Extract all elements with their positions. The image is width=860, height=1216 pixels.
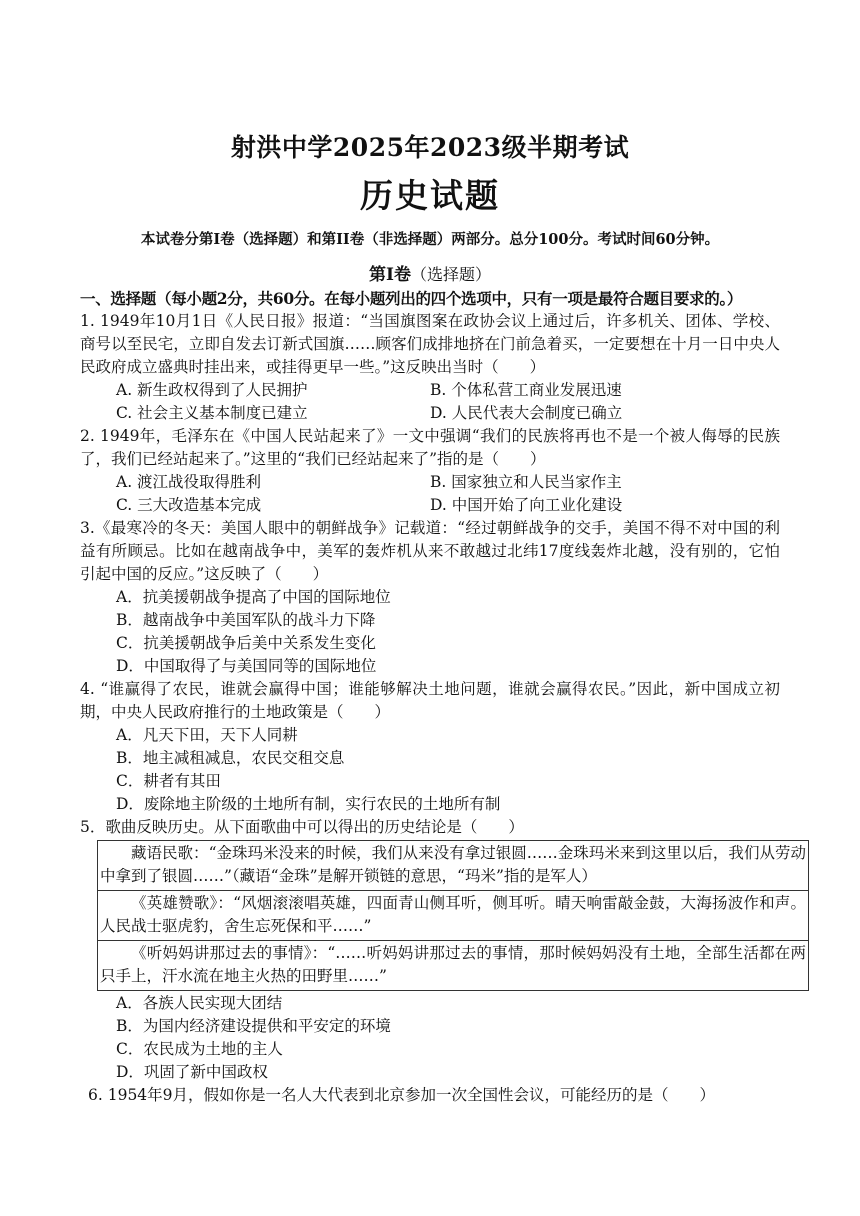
table-row xyxy=(98,891,809,941)
question-5-stem: 5．歌曲反映历史。从下面歌曲中可以得出的历史结论是（ ） xyxy=(80,818,524,836)
question-2-option-c: C. 三大改造基本完成 xyxy=(116,496,262,514)
table-row xyxy=(98,841,809,891)
question-6-stem: 6. 1954年9月，假如你是一名人大代表到北京参加一次全国性会议，可能经历的是（ ） xyxy=(88,1086,716,1104)
song-mother-story: 《听妈妈讲那过去的事情》：“……听妈妈讲那过去的事情，那时候妈妈没有土地，全部生活都在两只手上，汗水流在地主火热的田野里……” xyxy=(98,941,809,991)
question-5-option-c: C．农民成为土地的主人 xyxy=(116,1040,283,1058)
song-tibetan-folk: 藏语民歌：“金珠玛米没来的时候，我们从来没有拿过银圆……金珠玛米来到这里以后，我们从劳动中拿到了银圆……”（藏语“金珠”是解开锁链的意思，“玛米”指的是军人） xyxy=(98,841,809,891)
section-paren: （选择题） xyxy=(410,265,491,284)
question-1-option-d: D. 人民代表大会制度已确立 xyxy=(430,404,623,422)
song-hero-anthem: 《英雄赞歌》：“风烟滚滚唱英雄，四面青山侧耳听，侧耳听。晴天响雷敲金鼓，大海扬波作和声。人民战士驱虎豹，舍生忘死保和平……” xyxy=(98,891,809,941)
school-exam-title: 射洪中学2025年2023级半期考试 xyxy=(230,133,630,162)
question-4-option-b: B．地主减租减息，农民交租交息 xyxy=(116,749,345,767)
question-3-stem: 3.《最寒冷的冬天：美国人眼中的朝鲜战争》记载道：“经过朝鲜战争的交手，美国不得不对中国的利益有所顾忌。比如在越南战争中，美军的轰炸机从来不敢越过北纬17度线轰炸北越，没有别的，它怕引起中国的反应。”这反映了（ ） xyxy=(80,519,780,583)
exam-note: 本试卷分第I卷（选择题）和第II卷（非选择题）两部分。总分100分。考试时间60分钟。 xyxy=(140,231,720,248)
question-2-stem: 2. 1949年，毛泽东在《中国人民站起来了》一文中强调“我们的民族将再也不是一个被人侮辱的民族了，我们已经站起来了。”这里的“我们已经站起来了”指的是（ ） xyxy=(80,427,780,468)
section-instructions: 一、选择题（每小题2分，共60分。在每小题列出的四个选项中，只有一项是最符合题目要求的。） xyxy=(80,289,743,308)
question-4-stem: 4. “谁赢得了农民，谁就会赢得中国；谁能够解决土地问题，谁就会赢得农民。”因此，新中国成立初期，中央人民政府推行的土地政策是（ ） xyxy=(80,680,780,721)
question-4-option-c: C．耕者有其田 xyxy=(116,772,221,790)
question-4-option-a: A．凡天下田，天下人同耕 xyxy=(116,726,298,744)
question-1-options-row-2 xyxy=(80,402,780,425)
question-1-option-a: A. 新生政权得到了人民拥护 xyxy=(116,381,308,399)
section-label: 第I卷 xyxy=(369,265,411,285)
question-2-option-b: B. 国家独立和人民当家作主 xyxy=(430,473,622,491)
question-1-options-row-1 xyxy=(80,379,780,402)
question-5-option-a: A．各族人民实现大团结 xyxy=(116,994,283,1012)
question-2-options-row-1 xyxy=(80,471,780,494)
question-1-option-b: B. 个体私营工商业发展迅速 xyxy=(430,381,622,399)
question-5-option-b: B．为国内经济建设提供和平安定的环境 xyxy=(116,1017,391,1035)
section-title xyxy=(0,260,860,285)
table-row xyxy=(98,941,809,991)
question-1-option-c: C. 社会主义基本制度已建立 xyxy=(116,404,308,422)
subject-title: 历史试题 xyxy=(360,176,500,215)
question-4-option-d: D．废除地主阶级的土地所有制，实行农民的土地所有制 xyxy=(116,795,501,813)
question-3-option-c: C．抗美援朝战争后美中关系发生变化 xyxy=(116,634,376,652)
question-area xyxy=(80,287,806,1107)
question-1-stem: 1. 1949年10月1日《人民日报》报道：“当国旗图案在政协会议上通过后，许多机关、团体、学校、商号以至民宅，立即自发去订新式国旗……顾客们成排地挤在门前急着买，一定要想在十月一日中央人民政府成立盛典时挂出来，或挂得更早一些。”这反映出当时（ ） xyxy=(80,312,780,376)
question-2-options-row-2 xyxy=(80,494,780,517)
question-2-option-d: D. 中国开始了向工业化建设 xyxy=(430,496,623,514)
question-2-option-a: A. 渡江战役取得胜利 xyxy=(116,473,262,491)
question-5-option-d: D．巩固了新中国政权 xyxy=(116,1063,268,1081)
question-3-option-b: B．越南战争中美国军队的战斗力下降 xyxy=(116,611,376,629)
song-lyrics-table xyxy=(97,840,809,991)
question-3-option-a: A．抗美援朝战争提高了中国的国际地位 xyxy=(116,588,391,606)
question-3-option-d: D．中国取得了与美国同等的国际地位 xyxy=(116,657,377,675)
